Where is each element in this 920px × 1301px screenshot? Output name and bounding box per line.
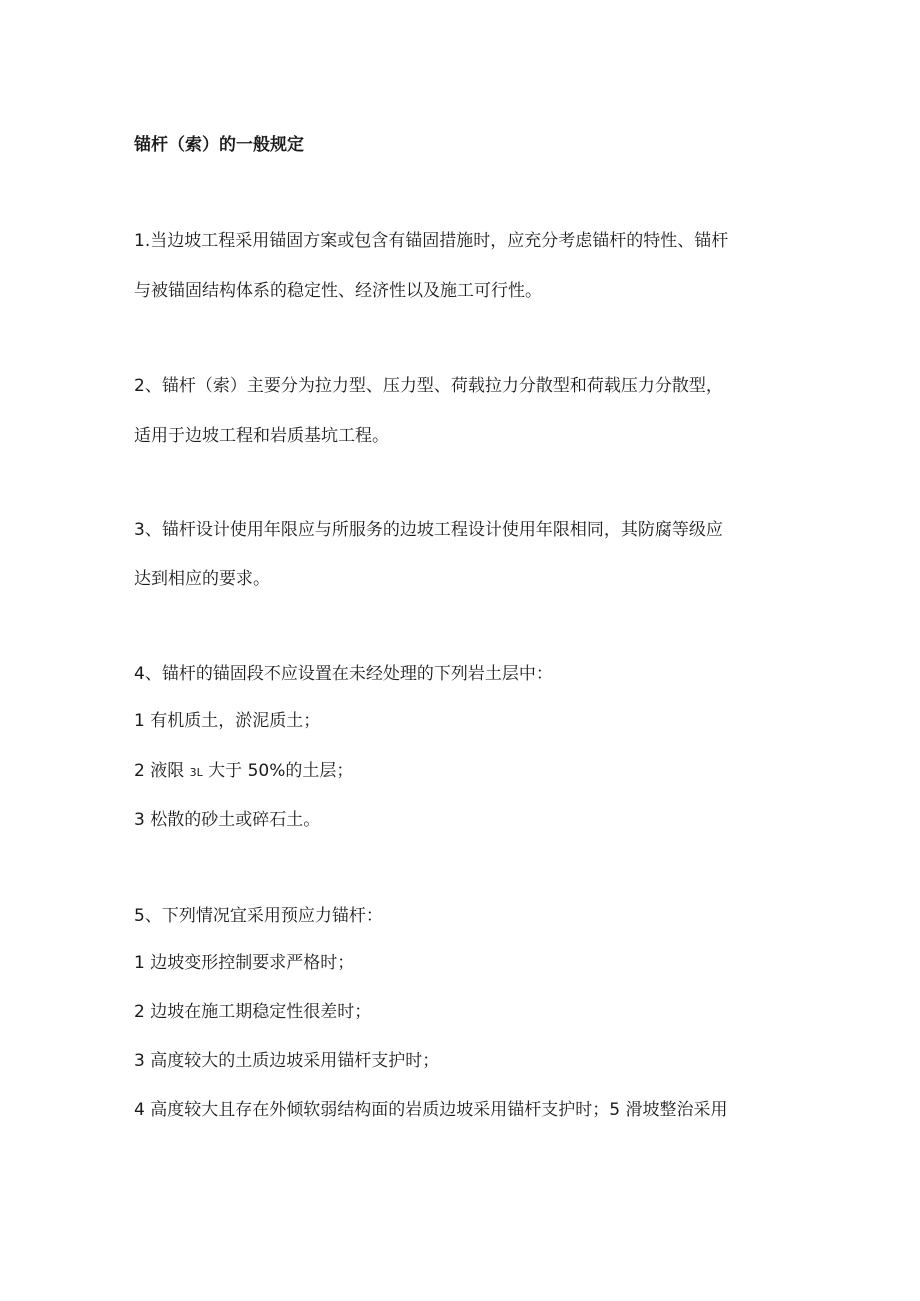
- paragraph-5-item-4: 4 高度较大且存在外倾软弱结构面的岩质边坡采用锚杆支护时；5 滑坡整治采用: [134, 1100, 728, 1120]
- paragraph-5-heading: 5、下列情况宜采用预应力锚杆：: [134, 906, 383, 926]
- paragraph-3-line-2: 达到相应的要求。: [134, 569, 270, 589]
- paragraph-4-item-3: 3 松散的砂土或碎石土。: [134, 810, 321, 830]
- paragraph-3-line-1: 3、锚杆设计使用年限应与所服务的边坡工程设计使用年限相同，其防腐等级应: [134, 520, 723, 540]
- paragraph-5-item-3: 3 高度较大的土质边坡采用锚杆支护时；: [134, 1051, 440, 1071]
- item-2-suffix: 大于 50%的土层；: [202, 761, 354, 781]
- document-title: 锚杆（索）的一般规定: [134, 135, 304, 155]
- paragraph-5-item-2: 2 边坡在施工期稳定性很差时；: [134, 1002, 372, 1022]
- paragraph-1-line-2: 与被锚固结构体系的稳定性、经济性以及施工可行性。: [134, 281, 542, 301]
- liquid-limit-symbol: 3L: [189, 766, 203, 779]
- paragraph-2-line-1: 2、锚杆（索）主要分为拉力型、压力型、荷载拉力分散型和荷载压力分散型，: [134, 376, 723, 396]
- paragraph-4-heading: 4、锚杆的锚固段不应设置在未经处理的下列岩土层中：: [134, 664, 553, 684]
- paragraph-4-item-1: 1 有机质土，淤泥质土；: [134, 711, 321, 731]
- paragraph-5-item-1: 1 边坡变形控制要求严格时；: [134, 953, 355, 973]
- paragraph-2-line-2: 适用于边坡工程和岩质基坑工程。: [134, 426, 389, 446]
- paragraph-1-line-1: 1.当边坡工程采用锚固方案或包含有锚固措施时，应充分考虑锚杆的特性、锚杆: [134, 231, 729, 251]
- item-2-prefix: 2 液限: [134, 761, 190, 781]
- paragraph-4-item-2: [134, 759, 794, 785]
